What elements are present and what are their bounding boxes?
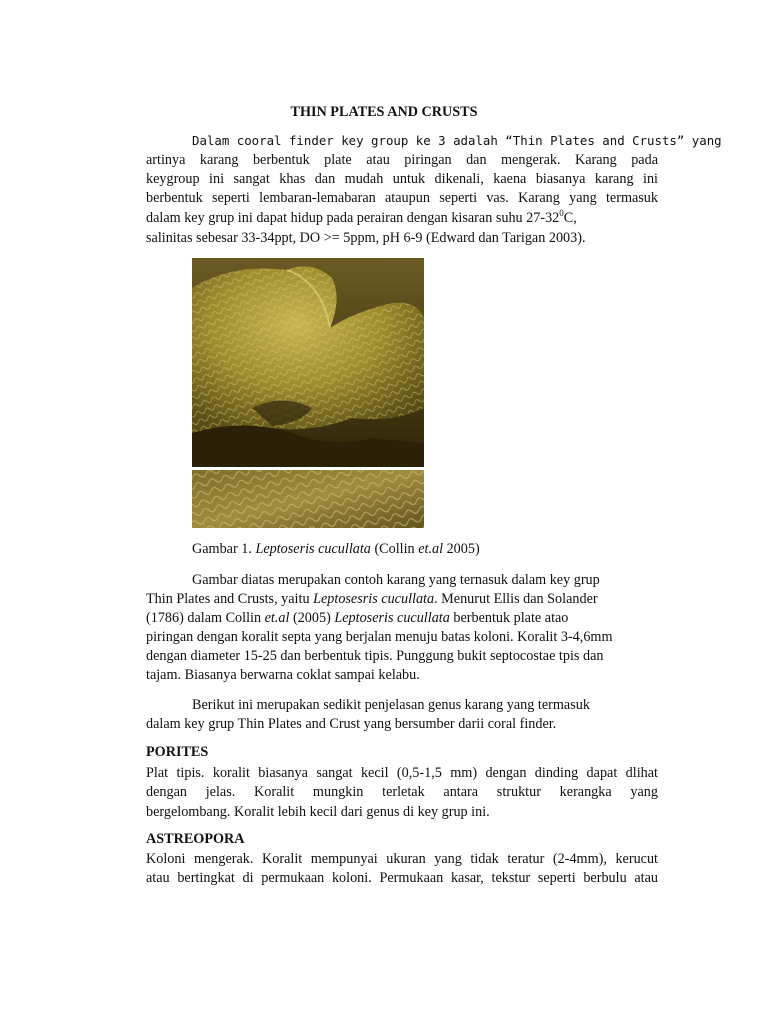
intro-line-2: artinya karang berbentuk plate atau piringan dan mengerak. Karang pada	[146, 152, 658, 168]
astreopora-line-1: Koloni mengerak. Koralit mempunyai ukuran yang tidak teratur (2-4mm), kerucut	[146, 851, 658, 867]
figure-caption: Gambar 1. Leptoseris cucullata (Collin et.al 2005)	[192, 541, 480, 557]
para2-line-4: piringan dengan koralit septa yang berjalan menuju batas koloni. Koralit 3-4,6mm	[146, 629, 613, 645]
para2-line-1: Gambar diatas merupakan contoh karang yang ternasuk dalam key grup	[192, 572, 600, 588]
para2-line-5: dengan diameter 15-25 dan berbentuk tipis. Punggung bukit septocostae tpis dan	[146, 648, 604, 664]
astreopora-heading: ASTREOPORA	[146, 831, 245, 847]
porites-line-2: dengan jelas. Koralit mungkin terletak antara struktur kerangka yang	[146, 784, 658, 800]
intro-line-6: salinitas sebesar 33-34ppt, DO >= 5ppm, pH 6-9 (Edward dan Tarigan 2003).	[146, 230, 586, 246]
para3-line-1: Berikut ini merupakan sedikit penjelasan genus karang yang termasuk	[192, 697, 590, 713]
astreopora-line-2: atau bertingkat di permukaan koloni. Permukaan kasar, tekstur seperti berbulu atau	[146, 870, 658, 886]
para2-line-3: (1786) dalam Collin et.al (2005) Leptoseris cucullata berbentuk plate atao	[146, 610, 569, 626]
page-title: THIN PLATES AND CRUSTS	[290, 104, 478, 120]
intro-line-1: Dalam cooral finder key group ke 3 adalah “Thin Plates and Crusts” yang	[192, 133, 722, 148]
porites-line-3: bergelombang. Koralit lebih kecil dari genus di key grup ini.	[146, 804, 490, 820]
para3-line-2: dalam key grup Thin Plates and Crust yang bersumber darii coral finder.	[146, 716, 557, 732]
porites-heading: PORITES	[146, 744, 209, 760]
intro-line-3: keygroup ini sangat khas dan mudah untuk dikenali, kaena biasanya karang ini	[146, 171, 658, 187]
para2-line-6: tajam. Biasanya berwarna coklat sampai kelabu.	[146, 667, 420, 683]
porites-line-1: Plat tipis. koralit biasanya sangat kecil (0,5-1,5 mm) dengan dinding dapat dlihat	[146, 765, 658, 781]
intro-line-5: dalam key grup ini dapat hidup pada perairan dengan kisaran suhu $27-32^0C$,	[146, 208, 577, 226]
coral-photo	[192, 258, 424, 528]
para2-line-2: Thin Plates and Crusts, yaitu Leptosesris cucullata. Menurut Ellis dan Solander	[146, 591, 598, 607]
intro-line-4: berbentuk seperti lembaran-lemabaran ataupun seperti vas. Karang yang termasuk	[146, 190, 658, 206]
